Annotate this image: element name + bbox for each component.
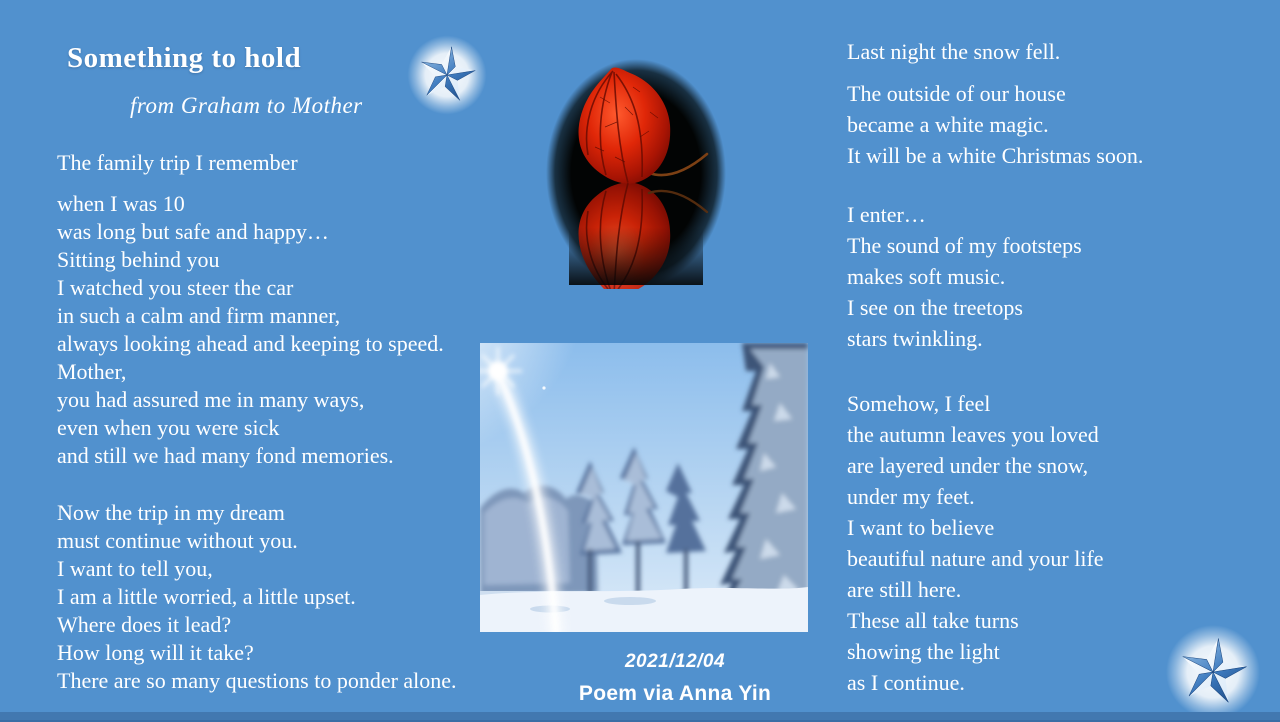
poem-stanza — [847, 78, 1267, 171]
poem-line: Somehow, I feel — [847, 391, 991, 416]
poem-line: became a white magic. — [847, 112, 1049, 137]
poem-line: even when you were sick — [57, 415, 280, 440]
footer — [520, 651, 830, 706]
poem-line: These all take turns — [847, 608, 1019, 633]
poem-line: Last night the snow fell. — [847, 39, 1061, 64]
poem-line: It will be a white Christmas soon. — [847, 143, 1144, 168]
poem-line: and still we had many fond memories. — [57, 443, 394, 468]
poem-right-column — [847, 36, 1267, 709]
poem-line: makes soft music. — [847, 264, 1006, 289]
poem-line: the autumn leaves you loved — [847, 422, 1099, 447]
poem-line: I want to believe — [847, 515, 995, 540]
poem-line: as I continue. — [847, 670, 965, 695]
poem-stanza — [847, 36, 1267, 67]
page-title: Something to hold — [67, 42, 302, 74]
poem-line: I enter… — [847, 202, 926, 227]
poem-line: Mother, — [57, 359, 127, 384]
poem-line: showing the light — [847, 639, 1000, 664]
slide-bottom-strip — [0, 712, 1280, 720]
poem-line: was long but safe and happy… — [57, 219, 329, 244]
poem-line: always looking ahead and keeping to speed. — [57, 331, 444, 356]
poem-line: I am a little worried, a little upset. — [57, 584, 356, 609]
winter-photo — [480, 343, 808, 632]
poem-line: stars twinkling. — [847, 326, 983, 351]
poem-stanza — [847, 199, 1267, 354]
poem-line: How long will it take? — [57, 640, 254, 665]
poem-line: are still here. — [847, 577, 962, 602]
poem-left-column — [57, 149, 507, 708]
poem-line: you had assured me in many ways, — [57, 387, 365, 412]
poem-stanza — [57, 149, 507, 177]
star-icon — [405, 33, 489, 117]
poem-line: I see on the treetops — [847, 295, 1023, 320]
subtitle-dedication: from Graham to Mother — [130, 93, 363, 118]
poem-line: There are so many questions to ponder alone. — [57, 668, 457, 693]
poem-line: must continue without you. — [57, 528, 298, 553]
date-label: 2021/12/04 — [624, 651, 726, 672]
poem-line: I watched you steer the car — [57, 275, 294, 300]
star-icon — [1163, 622, 1263, 722]
poem-stanza — [57, 499, 507, 695]
poem-line: The family trip I remember — [57, 150, 298, 175]
poem-line: Now the trip in my dream — [57, 500, 285, 525]
credit-label: Poem via Anna Yin — [578, 682, 772, 705]
poem-line: The outside of our house — [847, 81, 1066, 106]
poem-line: are layered under the snow, — [847, 453, 1089, 478]
poem-line: under my feet. — [847, 484, 975, 509]
poem-stanza — [57, 190, 507, 470]
poem-line: in such a calm and firm manner, — [57, 303, 341, 328]
poem-line: I want to tell you, — [57, 556, 213, 581]
poem-line: Where does it lead? — [57, 612, 232, 637]
lantern-photo — [545, 57, 727, 289]
poem-line: when I was 10 — [57, 191, 185, 216]
poem-line: The sound of my footsteps — [847, 233, 1082, 258]
poem-line: beautiful nature and your life — [847, 546, 1104, 571]
poem-line: Sitting behind you — [57, 247, 220, 272]
